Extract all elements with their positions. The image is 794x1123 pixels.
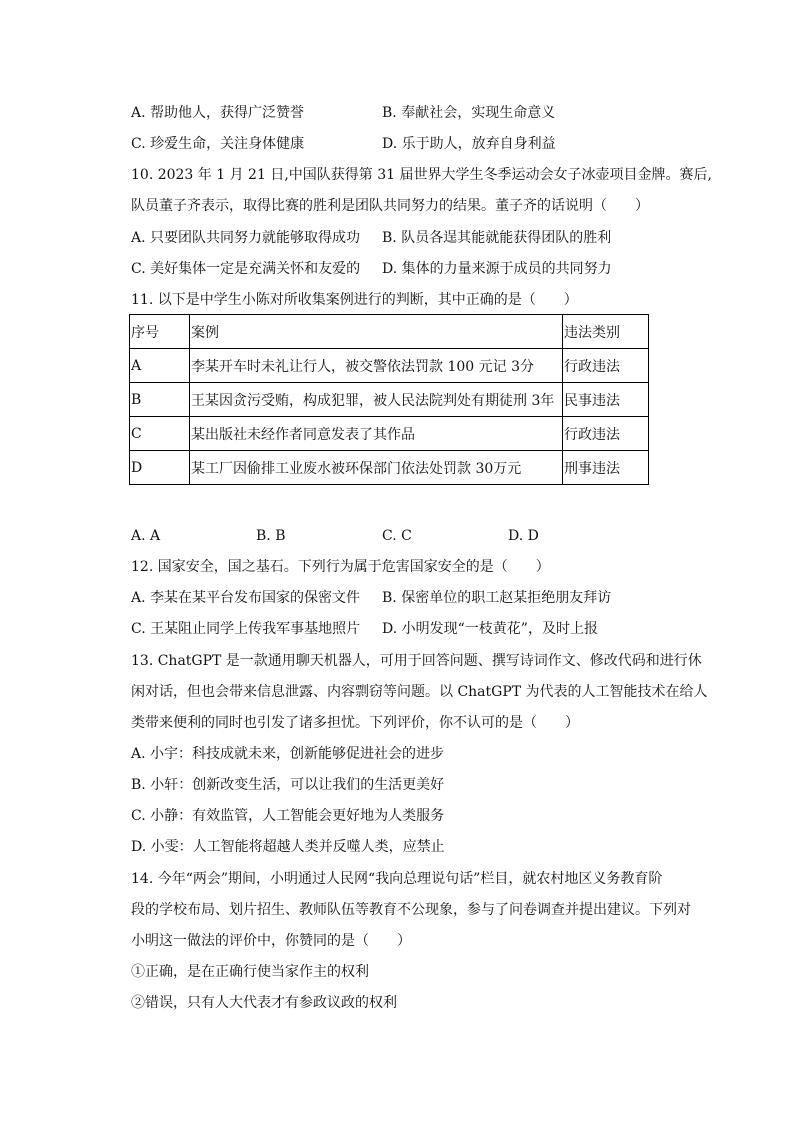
row-number: D [130, 451, 190, 485]
q13-stem-line1: 13. ChatGPT 是一款通用聊天机器人，可用于回答问题、撰写诗词作文、修改代码和进行休 [131, 653, 702, 669]
q14-stem-line1: 14. 今年“两会”期间，小明通过人民网“我向总理说句话”栏目，就农村地区义务教育阶 [131, 871, 663, 887]
q11-option-b: B. B [256, 528, 286, 544]
q9-option-d: D. 乐于助人，放弃自身利益 [382, 136, 556, 152]
q9-option-c: C. 珍爱生命，关注身体健康 [131, 136, 305, 152]
q11-stem: 11. 以下是中学生小陈对所收集案例进行的判断，其中正确的是（ ） [131, 292, 578, 308]
q9-option-b: B. 奉献社会，实现生命意义 [382, 105, 556, 121]
table-row [130, 349, 649, 383]
q10-stem-line2: 队员董子齐表示，取得比赛的胜利是团队共同努力的结果。董子齐的话说明（ ） [131, 198, 649, 214]
q11-option-a: A. A [131, 528, 161, 544]
table-row [130, 383, 649, 417]
row-violation-type: 行政违法 [563, 349, 649, 383]
row-case: 某工厂因偷排工业废水被环保部门依法处罚款 30万元 [190, 451, 563, 485]
q10-stem-line1: 10. 2023 年 1 月 21 日,中国队获得第 31 届世界大学生冬季运动会女子冰壶项目金牌。赛后, [131, 167, 712, 183]
q10-option-b: B. 队员各逞其能就能获得团队的胜利 [382, 230, 612, 246]
q11-option-d: D. D [508, 528, 539, 544]
row-violation-type: 民事违法 [563, 383, 649, 417]
row-number: B [130, 383, 190, 417]
row-case: 王某因贪污受贿，构成犯罪，被人民法院判处有期徒刑 3年 [190, 383, 563, 417]
q14-statement-2: ②错误，只有人大代表才有参政议政的权利 [131, 995, 397, 1011]
q11-case-table [129, 314, 649, 485]
q13-option-b: B. 小轩：创新改变生活，可以让我们的生活更美好 [131, 777, 445, 793]
q12-option-d: D. 小明发现“一枝黄花”，及时上报 [382, 621, 598, 637]
row-number: A [130, 349, 190, 383]
row-case: 李某开车时未礼让行人，被交警依法罚款 100 元记 3分 [190, 349, 563, 383]
q10-option-a: A. 只要团队共同努力就能够取得成功 [131, 230, 361, 246]
q10-option-c: C. 美好集体一定是充满关怀和友爱的 [131, 261, 361, 277]
q12-option-c: C. 王某阻止同学上传我军事基地照片 [131, 621, 361, 637]
row-violation-type: 行政违法 [563, 417, 649, 451]
q13-option-c: C. 小静：有效监管，人工智能会更好地为人类服务 [131, 808, 445, 824]
row-case: 某出版社未经作者同意发表了其作品 [190, 417, 563, 451]
table-row [130, 451, 649, 485]
q12-stem: 12. 国家安全，国之基石。下列行为属于危害国家安全的是（ ） [131, 559, 550, 575]
q13-stem-line3: 类带来便利的同时也引发了诸多担忧。下列评价，你不认可的是（ ） [131, 715, 579, 731]
header-case: 案例 [190, 315, 563, 349]
row-violation-type: 刑事违法 [563, 451, 649, 485]
table-header-row [130, 315, 649, 349]
q13-stem-line2: 闲对话，但也会带来信息泄露、内容剽窃等问题。以 ChatGPT 为代表的人工智能技术在给人 [131, 684, 708, 700]
q9-option-a: A. 帮助他人，获得广泛赞誉 [131, 105, 305, 121]
q13-option-a: A. 小宇：科技成就未来，创新能够促进社会的进步 [131, 746, 445, 762]
row-number: C [130, 417, 190, 451]
q12-option-a: A. 李某在某平台发布国家的保密文件 [131, 590, 361, 606]
q13-option-d: D. 小雯：人工智能将超越人类并反噬人类，应禁止 [131, 839, 445, 855]
q10-option-d: D. 集体的力量来源于成员的共同努力 [382, 261, 612, 277]
q14-stem-line2: 段的学校布局、划片招生、教师队伍等教育不公现象，参与了问卷调查并提出建议。下列对 [131, 902, 691, 918]
q14-statement-1: ①正确，是在正确行使当家作主的权利 [131, 964, 369, 980]
q12-option-b: B. 保密单位的职工赵某拒绝朋友拜访 [382, 590, 612, 606]
q11-option-c: C. C [382, 528, 412, 544]
table-row [130, 417, 649, 451]
header-number: 序号 [130, 315, 190, 349]
q14-stem-line3: 小明这一做法的评价中，你赞同的是（ ） [131, 933, 411, 949]
header-violation-type: 违法类别 [563, 315, 649, 349]
